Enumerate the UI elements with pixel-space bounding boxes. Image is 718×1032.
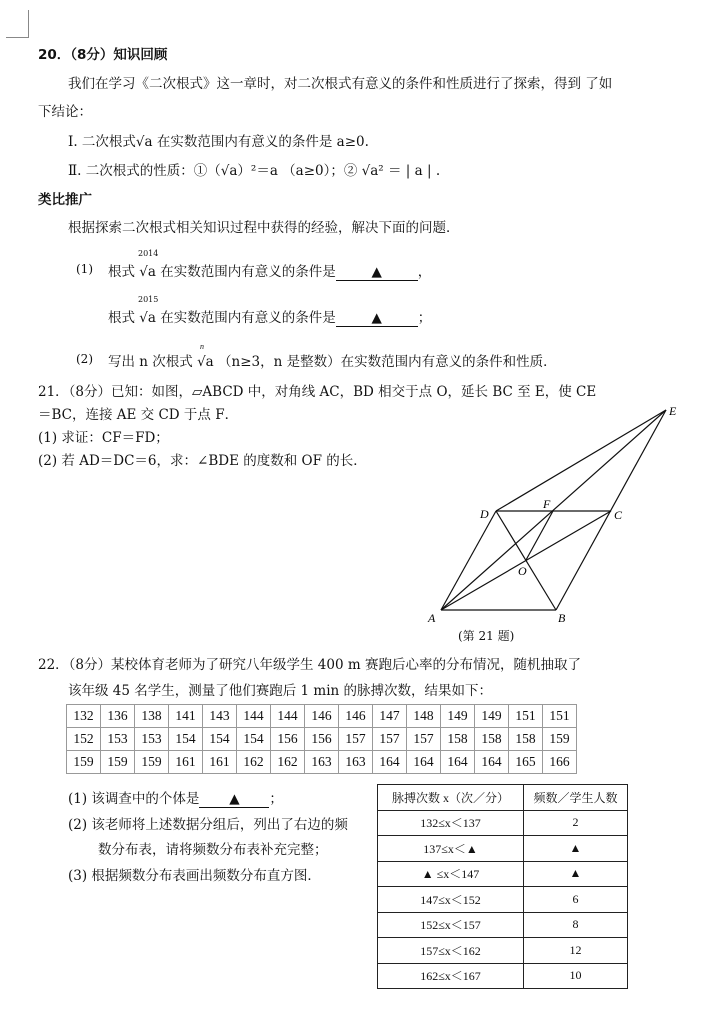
q20-item1-label: 根式 √a 在实数范围内有意义的条件是 [108, 264, 336, 280]
table-row [378, 963, 628, 989]
data-cell: 132 [67, 705, 101, 728]
table-row [67, 728, 577, 751]
data-cell: 162 [237, 751, 271, 774]
data-cell: 164 [407, 751, 441, 774]
count-cell: 10 [524, 963, 628, 989]
q20-conclusion-1: Ⅰ. 二次根式√a 在实数范围内有意义的条件是 a≥0. [68, 134, 369, 150]
q20-item2-index: (2) [76, 352, 93, 366]
label-B: B [558, 611, 566, 625]
data-cell: 157 [339, 728, 373, 751]
data-cell: 166 [543, 751, 577, 774]
label-C: C [614, 508, 623, 522]
q21-line-1: 21．（8分）已知：如图，▱ABCD 中，对角线 AC，BD 相交于点 O，延长 BC 至 E，使 CE [38, 384, 597, 400]
data-cell: 159 [543, 728, 577, 751]
q20-paragraph-1a: 我们在学习《二次根式》这一章时，对二次根式有意义的条件和性质进行了探索，得到 了如 [68, 76, 613, 92]
answer-blank[interactable] [199, 791, 269, 808]
q20-item1b-label: 根式 √a 在实数范围内有意义的条件是 [108, 310, 336, 326]
q22-sub-2a: (2) 该老师将上述数据分组后，列出了右边的频 [68, 817, 348, 833]
table-row [67, 751, 577, 774]
data-cell: 161 [169, 751, 203, 774]
data-cell: 141 [169, 705, 203, 728]
q22-line-2: 该年级 45 名学生，测量了他们赛跑后 1 min 的脉搏次数，结果如下： [68, 683, 493, 699]
data-cell: 148 [407, 705, 441, 728]
q21-item-1: (1) 求证：CF＝FD； [38, 430, 169, 446]
blank-mark: ▲ [371, 264, 382, 280]
segment-BE [556, 410, 666, 610]
data-cell: 157 [407, 728, 441, 751]
q20-item1-index: (1) [76, 262, 93, 276]
data-cell: 156 [271, 728, 305, 751]
data-cell: 152 [67, 728, 101, 751]
data-cell: 146 [339, 705, 373, 728]
label-A: A [428, 611, 436, 625]
punct: ， [417, 264, 432, 280]
q22-sub-1 [68, 787, 283, 808]
data-cell: 144 [237, 705, 271, 728]
data-cell: 157 [373, 728, 407, 751]
q20-paragraph-2: 根据探索二次根式相关知识过程中获得的经验，解决下面的问题． [68, 220, 460, 236]
q22-sub-1-label: (1) 该调查中的个体是 [68, 791, 200, 807]
q20-item2-root-index: n [200, 342, 204, 351]
q20-item1b-root-index: 2015 [138, 295, 159, 304]
table-row [378, 810, 628, 836]
data-cell: 158 [441, 728, 475, 751]
label-F: F [543, 497, 551, 511]
data-cell: 164 [441, 751, 475, 774]
blank-mark: ▲ [371, 310, 382, 326]
label-E: E [669, 404, 677, 418]
table-header-row [378, 785, 628, 811]
data-cell: 147 [373, 705, 407, 728]
data-cell: 138 [135, 705, 169, 728]
q21-item-2: (2) 若 AD＝DC＝6，求：∠BDE 的度数和 OF 的长． [38, 453, 367, 469]
data-cell: 149 [441, 705, 475, 728]
data-cell: 154 [203, 728, 237, 751]
data-cell: 161 [203, 751, 237, 774]
range-cell[interactable]: 137≤x＜▲ [378, 836, 524, 862]
count-cell[interactable]: ▲ [524, 861, 628, 887]
punct: ； [417, 310, 432, 326]
count-cell: 8 [524, 912, 628, 938]
q22-sub-3: (3) 根据频数分布表画出频数分布直方图． [68, 868, 321, 884]
data-cell: 153 [135, 728, 169, 751]
data-cell: 154 [169, 728, 203, 751]
q22-line-1: 22．（8分）某校体育老师为了研究八年级学生 400 m 赛跑后心率的分布情况，随机抽取了 [38, 657, 581, 673]
q20-item2-text: 写出 n 次根式 √a （n≥3，n 是整数）在实数范围内有意义的条件和性质． [108, 354, 557, 370]
data-cell: 136 [101, 705, 135, 728]
q20-item1-root-index: 2014 [138, 249, 159, 258]
punct: ； [269, 791, 283, 807]
range-cell: 132≤x＜137 [378, 810, 524, 836]
data-cell: 165 [509, 751, 543, 774]
data-cell: 158 [475, 728, 509, 751]
table-row [378, 912, 628, 938]
data-cell: 159 [101, 751, 135, 774]
count-cell[interactable]: ▲ [524, 836, 628, 862]
range-cell: 162≤x＜167 [378, 963, 524, 989]
data-cell: 144 [271, 705, 305, 728]
data-cell: 158 [509, 728, 543, 751]
data-cell: 146 [305, 705, 339, 728]
segment-AD [441, 511, 496, 610]
data-cell: 153 [101, 728, 135, 751]
data-cell: 143 [203, 705, 237, 728]
q21-figure-caption: (第 21 题) [458, 629, 515, 643]
data-cell: 164 [475, 751, 509, 774]
table-row [378, 938, 628, 964]
data-cell: 162 [271, 751, 305, 774]
pulse-data-table [66, 704, 577, 774]
data-cell: 151 [543, 705, 577, 728]
segment-AE [441, 410, 666, 610]
data-cell: 164 [373, 751, 407, 774]
data-cell: 159 [135, 751, 169, 774]
q20-conclusion-2: Ⅱ. 二次根式的性质：①（√a）²＝a （a≥0）；② √a² ＝ | a | . [68, 163, 441, 179]
segment-DE [496, 410, 666, 511]
table-row [378, 887, 628, 913]
data-cell: 163 [305, 751, 339, 774]
q21-line-2: ＝BC，连接 AE 交 CD 于点 F． [38, 407, 239, 423]
range-cell: 157≤x＜162 [378, 938, 524, 964]
range-cell[interactable]: ▲ ≤x＜147 [378, 861, 524, 887]
count-cell: 12 [524, 938, 628, 964]
q20-subheading: 类比推广 [38, 192, 92, 208]
label-D: D [480, 507, 489, 521]
table-row [67, 705, 577, 728]
q22-sub-2b: 数分布表，请将频数分布表补充完整； [98, 842, 328, 858]
table-row [378, 861, 628, 887]
count-cell: 2 [524, 810, 628, 836]
column-header: 脉搏次数 x（次／分） [378, 785, 524, 811]
count-cell: 6 [524, 887, 628, 913]
label-O: O [518, 564, 527, 578]
data-cell: 159 [67, 751, 101, 774]
column-header: 频数／学生人数 [524, 785, 628, 811]
data-cell: 149 [475, 705, 509, 728]
blank-mark: ▲ [229, 791, 240, 807]
data-cell: 156 [305, 728, 339, 751]
data-cell: 163 [339, 751, 373, 774]
data-cell: 151 [509, 705, 543, 728]
table-row [378, 836, 628, 862]
frequency-table [377, 784, 628, 989]
range-cell: 147≤x＜152 [378, 887, 524, 913]
q20-heading: 20．（8分）知识回顾 [38, 47, 168, 63]
range-cell: 152≤x＜157 [378, 912, 524, 938]
q20-paragraph-1b: 下结论： [38, 104, 92, 120]
data-cell: 154 [237, 728, 271, 751]
segment-BD [496, 511, 556, 610]
